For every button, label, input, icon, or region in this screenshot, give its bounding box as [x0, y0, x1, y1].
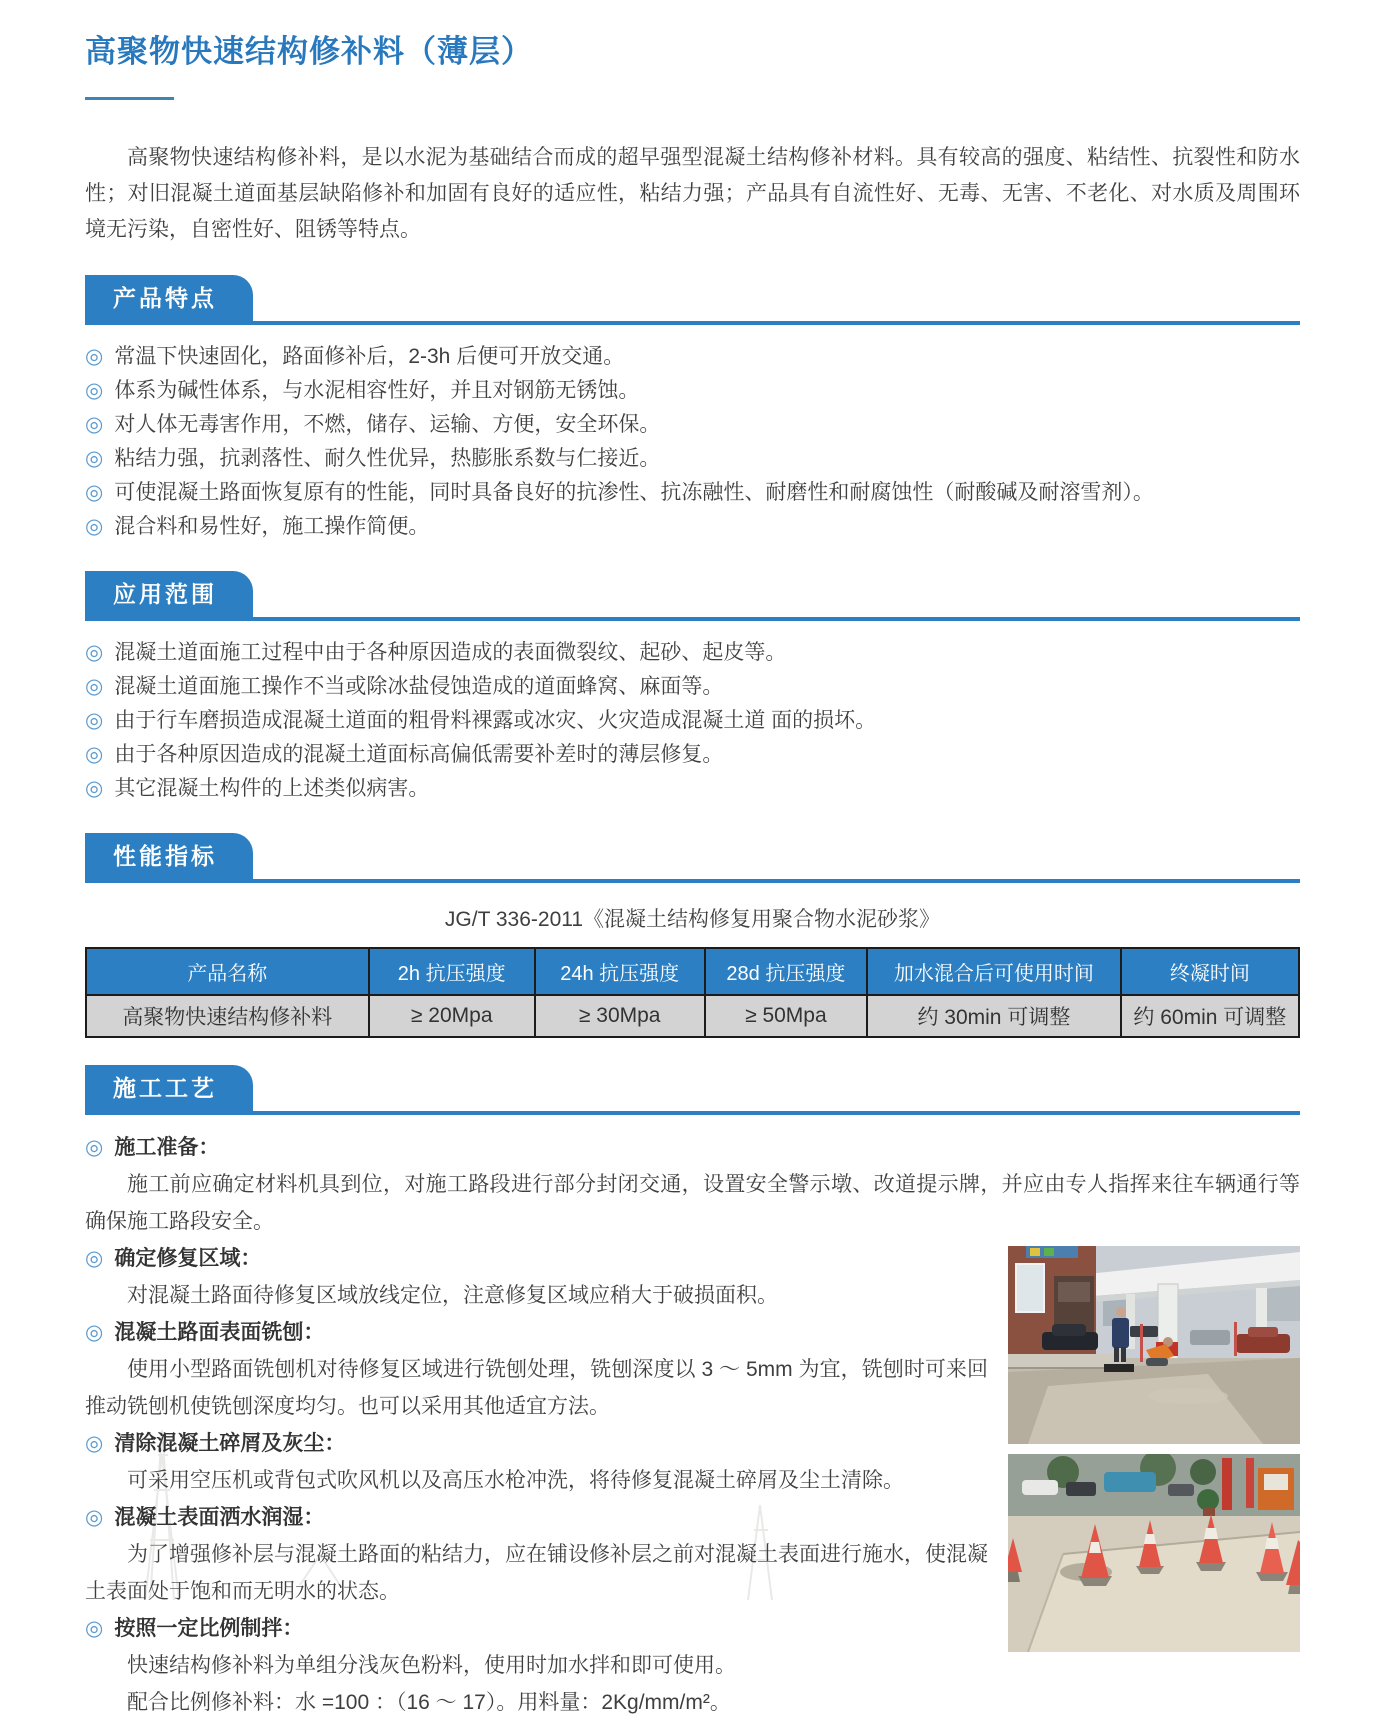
bullet-icon: ◎ [85, 1321, 104, 1344]
table-header-row [86, 948, 1299, 995]
process-step-title [85, 1425, 988, 1462]
bullet-icon: ◎ [85, 709, 104, 732]
table-row [86, 995, 1299, 1037]
table-cell: 约 60min 可调整 [1121, 995, 1299, 1037]
process-step-title [85, 1610, 988, 1647]
table-cell: ≥ 20Mpa [369, 995, 535, 1037]
feature-text: 常温下快速固化，路面修补后，2-3h 后便可开放交通。 [114, 345, 625, 368]
list-item [85, 636, 1300, 670]
bullet-icon: ◎ [85, 675, 104, 698]
section-tab-applications: 应用范围 [85, 571, 253, 617]
column-header: 2h 抗压强度 [369, 948, 535, 995]
intro-paragraph: 高聚物快速结构修补料，是以水泥为基础结合而成的超早强型混凝土结构修补材料。具有较高的强度、粘结性、抗裂性和防水性；对旧混凝土道面基层缺陷修补和加固有良好的适应性，粘结力强；产品具有自流性好、无毒、无害、不老化、对水质及周围环境无污染，自密性好、阻锈等特点。 [85, 146, 1300, 241]
list-item [85, 442, 1300, 476]
table-cell: 高聚物快速结构修补料 [86, 995, 369, 1037]
bullet-icon: ◎ [85, 641, 104, 664]
bullet-icon: ◎ [85, 1432, 104, 1455]
step-body: 快速结构修补料为单组分浅灰色粉料，使用时加水拌和即可使用。 [127, 1654, 736, 1677]
list-item [85, 374, 1300, 408]
bullet-icon: ◎ [85, 1136, 104, 1159]
standard-caption: JG/T 336-2011《混凝土结构修复用聚合物水泥砂浆》 [444, 908, 941, 931]
table-cell: 约 30min 可调整 [867, 995, 1121, 1037]
column-header: 加水混合后可使用时间 [867, 948, 1121, 995]
column-header: 28d 抗压强度 [705, 948, 868, 995]
traffic-cones-photo [1008, 1454, 1300, 1652]
feature-text: 可使混凝土路面恢复原有的性能，同时具备良好的抗渗性、抗冻融性、耐磨性和耐腐蚀性（耐酸碱及耐溶雪剂）。 [114, 481, 1154, 504]
process-step-title [85, 1499, 988, 1536]
process-step-title [85, 1129, 1300, 1166]
step-body: 使用小型路面铣刨机对待修复区域进行铣刨处理，铣刨深度以 3 ～ 5mm 为宜，铣刨时可来回推动铣刨机使铣刨深度均匀。也可以采用其他适宜方法。 [85, 1358, 988, 1418]
application-text: 其它混凝土构件的上述类似病害。 [114, 777, 430, 800]
feature-text: 对人体无毒害作用，不燃，储存、运输、方便，安全环保。 [114, 413, 661, 436]
feature-text: 体系为碱性体系，与水泥相容性好，并且对钢筋无锈蚀。 [114, 379, 640, 402]
bullet-icon: ◎ [85, 481, 104, 504]
title-underline-dash [85, 97, 174, 100]
application-text: 由于行车磨损造成混凝土道面的粗骨料裸露或冰灾、火灾造成混凝土道 面的损坏。 [114, 709, 877, 732]
bullet-icon: ◎ [85, 743, 104, 766]
section-tab-performance: 性能指标 [85, 833, 253, 879]
application-text: 混凝土道面施工过程中由于各种原因造成的表面微裂纹、起砂、起皮等。 [114, 641, 787, 664]
application-text: 混凝土道面施工操作不当或除冰盐侵蚀造成的道面蜂窝、麻面等。 [114, 675, 724, 698]
bullet-icon: ◎ [85, 345, 104, 368]
section-tab-process: 施工工艺 [85, 1065, 253, 1111]
list-item [85, 670, 1300, 704]
process-step-title [85, 1314, 988, 1351]
bullet-icon: ◎ [85, 413, 104, 436]
section-header-applications [85, 571, 1300, 621]
bullet-icon: ◎ [85, 447, 104, 470]
step-body: 配合比例修补料：水 =100 ：（16 ～ 17）。用料量：2Kg/mm/m²。 [127, 1691, 731, 1714]
section-header-process [85, 1065, 1300, 1115]
process-step-title [85, 1240, 988, 1277]
step-title-text: 确定修复区域： [114, 1247, 262, 1270]
step-title-text: 混凝土表面洒水润湿： [114, 1506, 325, 1529]
column-header: 产品名称 [86, 948, 369, 995]
table-cell: ≥ 30Mpa [535, 995, 705, 1037]
column-header: 24h 抗压强度 [535, 948, 705, 995]
section-tab-features: 产品特点 [85, 275, 253, 321]
feature-text: 粘结力强，抗剥落性、耐久性优异，热膨胀系数与仁接近。 [114, 447, 661, 470]
list-item [85, 408, 1300, 442]
bullet-icon: ◎ [85, 1617, 104, 1640]
step-title-text: 施工准备： [114, 1136, 220, 1159]
step-title-text: 清除混凝土碎屑及灰尘： [114, 1432, 346, 1455]
bullet-icon: ◎ [85, 1247, 104, 1270]
list-item [85, 510, 1300, 544]
step-title-text: 按照一定比例制拌： [114, 1617, 304, 1640]
step-body: 施工前应确定材料机具到位，对施工路段进行部分封闭交通，设置安全警示墩、改道提示牌，并应由专人指挥来往车辆通行等确保施工路段安全。 [85, 1173, 1300, 1233]
list-item [85, 340, 1300, 374]
list-item [85, 476, 1300, 510]
table-cell: ≥ 50Mpa [705, 995, 868, 1037]
step-body: 可采用空压机或背包式吹风机以及高压水枪冲洗，将待修复混凝土碎屑及尘土清除。 [127, 1469, 904, 1492]
step-body: 对混凝土路面待修复区域放线定位，注意修复区域应稍大于破损面积。 [127, 1284, 778, 1307]
section-header-performance [85, 833, 1300, 883]
step-body: 为了增强修补层与混凝土路面的粘结力，应在铺设修补层之前对混凝土表面进行施水，使混凝土表面处于饱和而无明水的状态。 [85, 1543, 988, 1603]
application-text: 由于各种原因造成的混凝土道面标高偏低需要补差时的薄层修复。 [114, 743, 724, 766]
worksite-repair-photo [1008, 1246, 1300, 1444]
performance-table [85, 947, 1300, 1038]
list-item [85, 738, 1300, 772]
bullet-icon: ◎ [85, 777, 104, 800]
list-item [85, 704, 1300, 738]
bullet-icon: ◎ [85, 379, 104, 402]
feature-text: 混合料和易性好，施工操作简便。 [114, 515, 430, 538]
bullet-icon: ◎ [85, 1506, 104, 1529]
list-item [85, 772, 1300, 806]
step-title-text: 混凝土路面表面铣刨： [114, 1321, 325, 1344]
page-title: 高聚物快速结构修补料（薄层） [85, 34, 533, 69]
process-content [85, 1129, 1300, 1721]
bullet-icon: ◎ [85, 515, 104, 538]
applications-list [85, 636, 1300, 806]
features-list [85, 340, 1300, 544]
column-header: 终凝时间 [1121, 948, 1299, 995]
section-header-features [85, 275, 1300, 325]
